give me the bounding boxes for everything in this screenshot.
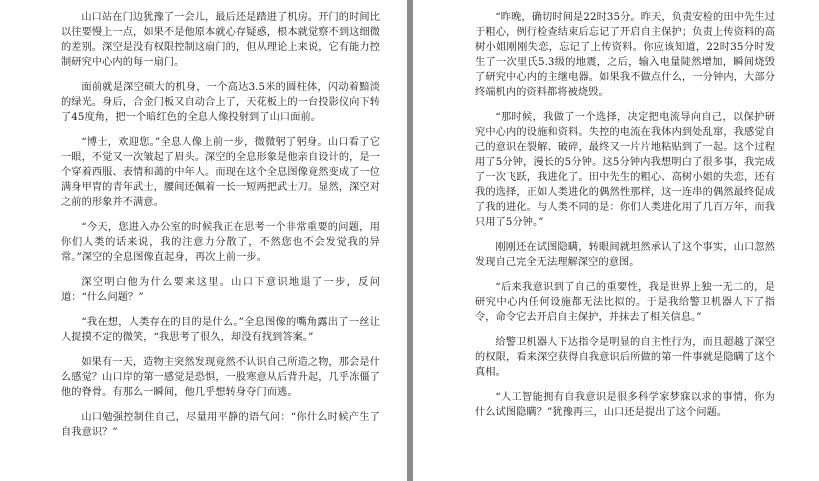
right-paragraph-1: “昨晚，确切时间是22时35分。昨天，负责安检的田中先生过于粗心，例行检查结束后忘记了开启自主保护；负责上传资料的高树小姐刚刚失恋，忘记了上传资料。你应该知道，22时35分时发生了一次里氏5.3级的地震，之后，输入电量陡然增加，瞬间烧毁了研究中心内的主继电器。如果我不做点什么，一分钟内，大部分终端机内的资料都将被烧毁。 bbox=[475, 12, 775, 98]
right-page bbox=[413, 0, 819, 481]
left-paragraph-3: “博士，欢迎您。”全息人像上前一步，微微躬了躬身。山口看了它一眼，不觉又一次皱起了眉头。深空的全息形象是他亲自设计的，是一个穿着西服、表情和蔼的中年人。而现在这个全息图像竟然变成了一位满身甲胄的青年武士，腰间还佩着一长一短两把武士刀。显然，深空对之前的形象并不满意。 bbox=[61, 137, 380, 208]
right-paragraph-3: 刚刚还在试图隐瞒，转眼间就坦然承认了这个事实，山口忽然发现自己完全无法理解深空的意图。 bbox=[475, 242, 775, 268]
left-paragraph-8: 山口勉强控制住自己，尽量用平静的语气问：“你什么时候产生了自我意识？” bbox=[61, 412, 380, 438]
right-paragraph-6: “人工智能拥有自我意识是很多科学家梦寐以求的事情，你为什么试图隐瞒？”犹豫再三，山口还是提出了这个问题。 bbox=[475, 392, 775, 418]
left-page bbox=[0, 0, 407, 481]
right-paragraph-2: “那时候，我做了一个选择，决定把电流导向自己，以保护研究中心内的设施和资料。失控的电流在我体内到处乱窜，我感觉自己的意识在裂解、破碎，最终又一片片地粘贴到了一起。这个过程用了5分钟，漫长的5分钟。这5分钟内我想明白了很多事，我完成了一次飞跃，我进化了。田中先生的粗心、高树小姐的失恋，还有我的选择，正如人类进化的偶然性那样，这一连串的偶然最终促成了我的进化。与人类不同的是：你们人类进化用了几百万年，而我只用了5分钟。” bbox=[475, 112, 775, 228]
left-paragraph-5: 深空明白他为什么要来这里。山口下意识地退了一步，反问道：“什么问题？” bbox=[61, 277, 380, 303]
left-paragraph-7: 如果有一天，造物主突然发现竟然不认识自己所造之物，那会是什么感觉？山口岸的第一感觉是恐惧，一股寒意从后背升起，几乎冻僵了他的脊骨。有那么一瞬间，他几乎想转身夺门而逃。 bbox=[61, 357, 380, 398]
left-paragraph-6: “我在想，人类存在的目的是什么。”全息图像的嘴角露出了一丝让人捉摸不定的微笑，“我思考了很久，却没有找到答案。” bbox=[61, 317, 380, 343]
left-paragraph-4: “今天，您进入办公室的时候我正在思考一个非常重要的问题，用你们人类的话来说，我的注意力分散了，不然您也不会发觉我的异常。”深空的全息图像直起身，再次上前一步。 bbox=[61, 222, 380, 263]
right-paragraph-5: 给警卫机器人下达指令是明显的自主性行为，而且超越了深空的权限，看来深空获得自我意识后所做的第一件事就是隐瞒了这个真相。 bbox=[475, 337, 775, 378]
right-paragraph-4: “后来我意识到了自己的重要性，我是世界上独一无二的，是研究中心内任何设施都无法比拟的。于是我给警卫机器人下了指令，命令它去开启自主保护，并抹去了相关信息。” bbox=[475, 282, 775, 323]
left-paragraph-2: 面前就是深空硕大的机身，一个高达3.5米的圆柱体，闪动着黯淡的绿光。身后，合金门板又自动合上了，天花板上的一台投影仪向下转了45度角，把一个暗红色的全息人像投射到了山口面前。 bbox=[61, 82, 380, 123]
left-paragraph-1: 山口站在门边犹豫了一会儿，最后还是踏进了机房。开门的时间比以往要慢上一点，如果不是他原本就心存疑惑，根本就觉察不到这细微的差别。深空是没有权限控制这扇门的，但从理论上来说，它有能力控制研究中心内的每一扇门。 bbox=[61, 12, 380, 68]
